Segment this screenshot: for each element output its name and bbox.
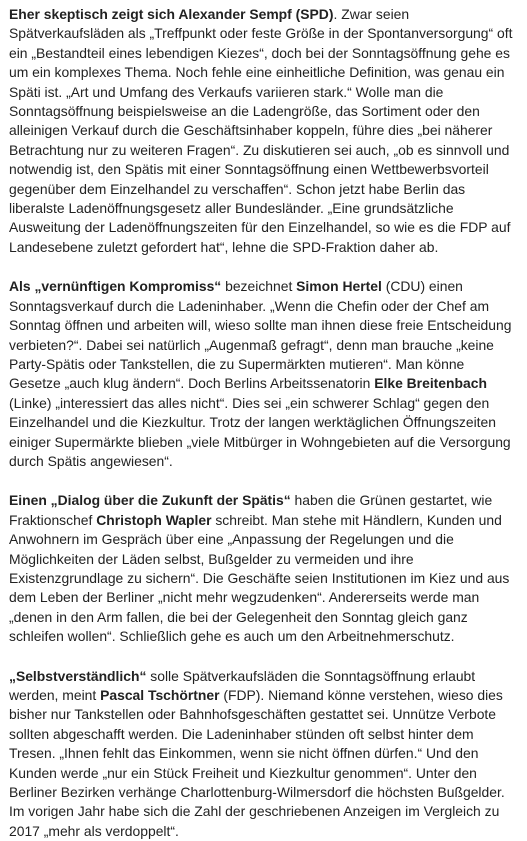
paragraph-text: haben die Grünen gestartet, wie Fraktionschef bbox=[9, 492, 493, 528]
lead-phrase: Als „vernünftigen Kompromiss“ bbox=[9, 278, 222, 295]
paragraph-fdp bbox=[9, 667, 513, 841]
paragraph-text: (Linke) „interessiert das alles nicht“. Dies sei „ein schwerer Schlag“ gegen den Einzelhandel und die Kiezkultur. Trotz der langen werktäglichen Öffnungszeiten einiger Supermärkte blieben „viele Mitbürger in Wohngebieten auf die Versorgung durch Spätis angewiesen“. bbox=[9, 394, 511, 469]
paragraph-gruene bbox=[9, 491, 513, 646]
person-name: Pascal Tschörtner bbox=[100, 687, 220, 703]
paragraph-text: solle Spätverkaufsläden die Sonntagsöffnung erlaubt werden, meint bbox=[9, 667, 476, 703]
lead-phrase: „Selbstverständlich“ bbox=[9, 667, 147, 684]
paragraph-text: schreibt. Man stehe mit Händlern, Kunden und Anwohnern im Gespräch über eine „Anpassung der Regelungen und die Möglichkeiten der Läden selbst, Bußgelder zu vermeiden und ihre Existenzgrundlage zu sichern“. Die Geschäfte seien Institutionen im Kiez und aus dem Leben der Berliner „nicht mehr wegzudenken“. Andererseits werde man „denen in den Arm fallen, die bei der Gelegenheit den Sonntag gleich ganz schleifen wollen“. Schließlich gehe es auch um den Arbeitnehmerschutz. bbox=[9, 511, 510, 645]
person-name: Simon Hertel bbox=[296, 278, 382, 295]
paragraph-text: (FDP). Niemand könne verstehen, wieso dies bisher nur Tankstellen oder Bahnhofsgeschäften gestattet sei. Unnütze Verbote sollten abgeschafft werden. Die Ladeninhaber stünden oft selbst hinter dem Tresen. „Ihnen fehlt das Einkommen, wenn sie nicht öffnen dürfen.“ Und den Kunden werde „nur ein Stück Freiheit und Kiezkultur genommen“. Unter den Berliner Bezirken verhänge Charlottenburg-Wilmersdorf die höchsten Bußgelder. Im vorigen Jahr habe sich die Zahl der geschriebenen Anzeigen im Vergleich zu 2017 „mehr als verdoppelt“. bbox=[9, 687, 505, 839]
paragraph-text: bezeichnet bbox=[221, 278, 297, 295]
paragraph-cdu bbox=[9, 277, 513, 471]
paragraph-spd bbox=[9, 5, 513, 257]
paragraph-text: . Zwar seien Spätverkaufsläden als „Treffpunkt oder feste Größe in der Spontanversorgung“ oft ein „Bestandteil eines lebendigen Kiezes“, doch bei der Sonntagsöffnung gehe es um ein komplexes Thema. Noch fehle eine einheitliche Definition, was genau ein Späti ist. „Art und Umfang des Verkaufs variieren stark.“ Wolle man die Sonntagsöffnung beispielsweise an die Ladengröße, das Sortiment oder den alleinigen Verkauf durch die Geschäftsinhaber koppeln, führe dies „bei näherer Betrachtung nur zu weiteren Fragen“. Zu diskutieren sei auch, „ob es sinnvoll und notwendig ist, den Spätis mit einer Sonntagsöffnung einen Wettbewerbsvorteil gegenüber dem Einzelhandel zu verschaffen“. Schon jetzt habe Berlin das liberalste Ladenöffnungsgesetz aller Bundesländer. „Eine grundsätzliche Ausweitung der Ladenöffnungszeiten für den Einzelhandel, so wie es die FDP auf Landesebene zuletzt gefordert hat“, lehne die SPD-Fraktion daher ab. bbox=[9, 6, 513, 255]
person-name: Christoph Wapler bbox=[96, 511, 212, 528]
paragraph-text: (CDU) einen Sonntagsverkauf durch die Ladeninhaber. „Wenn die Chefin oder der Chef am Sonntag öffnen und arbeiten will, wieso sollte man ihnen diese freie Entscheidung verbieten?“. Dabei sei natürlich „Augenmaß gefragt“, denn man brauche „keine Party-Spätis oder Tankstellen, die zu Supermärkten mutieren“. Man könne Gesetze „auch klug ändern“. Doch Berlins Arbeitssenatorin bbox=[9, 278, 512, 392]
person-name: Elke Breitenbach bbox=[374, 375, 487, 392]
lead-phrase: Einen „Dialog über die Zukunft der Spätis“ bbox=[9, 492, 291, 509]
lead-phrase: Eher skeptisch zeigt sich Alexander Sempf (SPD) bbox=[9, 6, 334, 22]
